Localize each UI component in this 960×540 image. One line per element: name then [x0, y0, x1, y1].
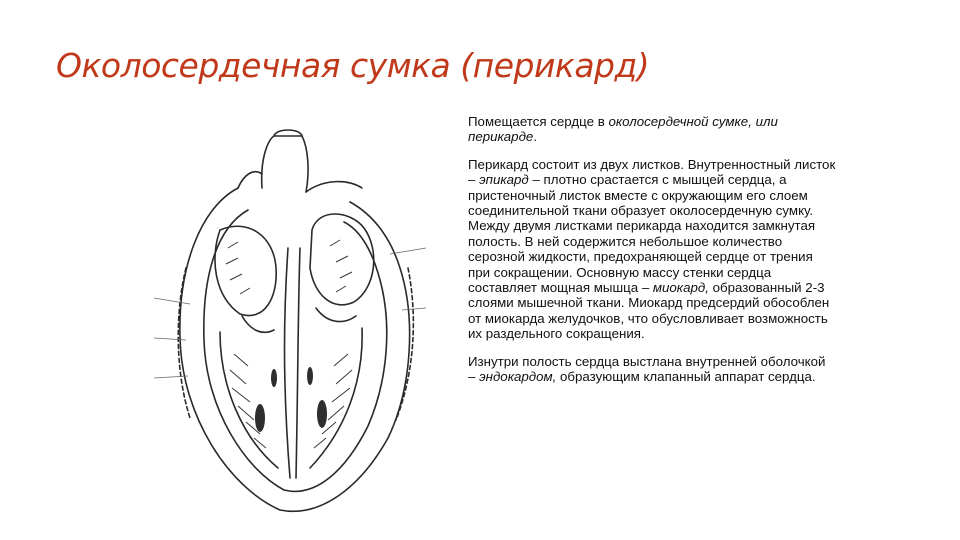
epicardium-term: эпикард — [479, 172, 529, 188]
paragraph-3 — [464, 354, 836, 385]
pericardium-term: околосердечной сумке, или перикарде — [468, 114, 778, 145]
myocardium-term: миокард, — [652, 280, 709, 296]
heart-diagram-svg — [150, 118, 430, 518]
paragraph-2-text-a: Перикард состоит из двух листков. Внутренностный листок – — [468, 156, 836, 188]
paragraph-3-text-a: Изнутри полость сердца выстлана внутренней оболочкой – — [468, 353, 826, 385]
slide-title: Околосердечная сумка (перикард) — [56, 46, 650, 85]
paragraph-1 — [464, 114, 836, 145]
paragraph-2 — [464, 157, 836, 342]
paragraph-3-text-b: образующим клапанный аппарат сердца. — [556, 369, 816, 385]
endocardium-term: эндокардом, — [479, 369, 557, 385]
paragraph-2-text-c: образованный 2-3 слоями мышечной ткани. Миокард предсердий обособлен от миокарда желудочков, что обусловливает возможность их раздельного сокращения. — [468, 280, 830, 342]
paragraph-1-end: . — [533, 129, 538, 145]
paragraph-1-text: Помещается сердце в — [468, 114, 609, 129]
heart-cross-section-drawing — [150, 118, 430, 518]
body-text — [464, 114, 836, 397]
paragraph-2-text-b: – плотно срастается с мышцей сердца, а пристеночный листок вместе с окружающим его слоем соединительной ткани образует околосердечную сумку. Между двумя листками перикарда находится замкнутая полость. В ней содержится небольшое количество серозной жидкости, предохраняющей сердце от трения при сокращении. Основную массу стенки сердца составляет мощная мышца – — [468, 172, 816, 296]
